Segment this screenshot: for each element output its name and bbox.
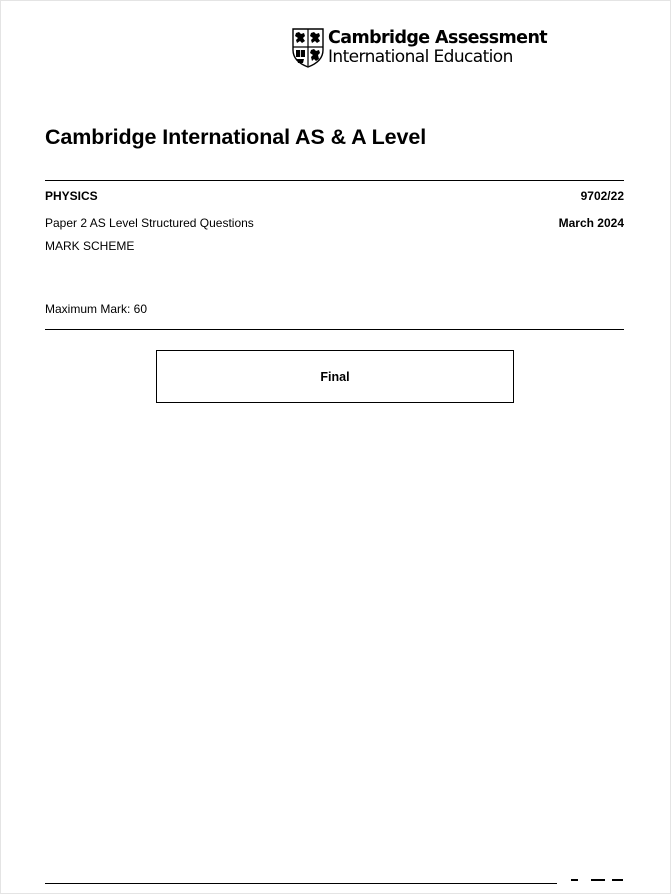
footer-divider: [45, 883, 557, 884]
subject-label: PHYSICS: [45, 189, 98, 203]
top-divider: [45, 180, 624, 181]
maximum-mark: Maximum Mark: 60: [45, 302, 148, 316]
status-label: Final: [320, 369, 350, 384]
cambridge-logo: [292, 28, 547, 68]
middle-divider: [45, 329, 624, 330]
exam-session: March 2024: [558, 216, 624, 230]
document-title: Cambridge International AS & A Level: [45, 125, 427, 149]
logo-text: [328, 29, 547, 67]
syllabus-code: 9702/22: [580, 189, 624, 203]
document-type: MARK SCHEME: [45, 239, 135, 253]
footer-mark-left: [571, 879, 578, 881]
paper-name: Paper 2 AS Level Structured Questions: [45, 216, 254, 230]
footer-mark-right: [612, 879, 623, 881]
footer-mark-mid: [591, 879, 605, 881]
logo-line-2: International Education: [328, 47, 513, 67]
shield-crest-icon: [292, 28, 324, 68]
status-box: [156, 350, 514, 403]
logo-line-1: Cambridge Assessment: [328, 28, 548, 48]
